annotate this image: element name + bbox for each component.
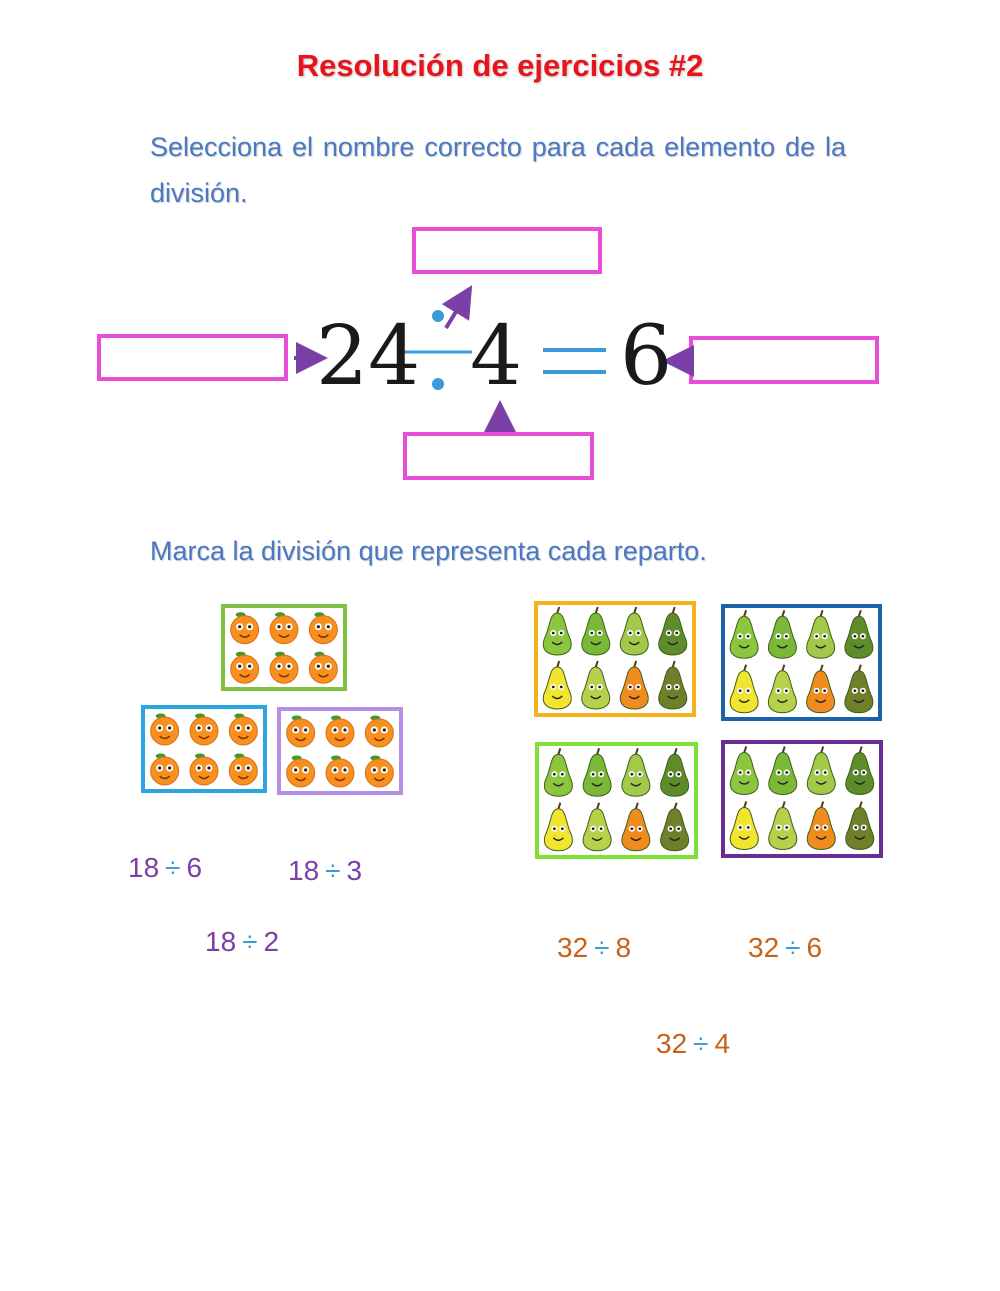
orange-icon <box>190 714 218 746</box>
pear-grid <box>725 608 878 717</box>
orange-icon <box>326 756 354 788</box>
option-dividend: 18 <box>288 855 320 886</box>
instruction-1: Selecciona el nombre correcto para cada elemento de la división. <box>150 132 846 208</box>
pear-icon <box>622 803 650 851</box>
option-dividend: 32 <box>748 932 780 963</box>
pear-icon <box>544 748 572 796</box>
pear-icon <box>622 748 650 796</box>
instruction-2: Marca la división que representa cada reparto. <box>150 536 707 566</box>
option-dividend: 18 <box>128 852 160 883</box>
pear-icon <box>661 748 689 796</box>
option-dividend: 32 <box>656 1028 688 1059</box>
divide-icon: ÷ <box>785 932 801 963</box>
pear-icon <box>620 607 648 655</box>
pear-icon <box>768 665 796 713</box>
pear-grid <box>725 744 879 854</box>
pear-group-1 <box>534 601 696 717</box>
orange-group-3 <box>277 707 403 795</box>
option-divisor: 6 <box>806 932 823 963</box>
pear-icon <box>583 748 611 796</box>
pear-icon <box>769 747 797 795</box>
option-divisor: 2 <box>263 926 280 957</box>
orange-grid <box>145 709 263 789</box>
option-divisor: 6 <box>186 852 203 883</box>
divide-icon: ÷ <box>325 855 341 886</box>
pear-icon <box>543 661 571 709</box>
pear-icon <box>846 747 874 795</box>
orange-icon <box>151 754 179 786</box>
orange-icon <box>231 652 259 684</box>
pear-group-2 <box>721 604 882 721</box>
orange-icon <box>326 716 354 748</box>
pear-icon <box>807 610 835 658</box>
option-orange-1[interactable] <box>128 852 202 884</box>
pear-icon <box>582 661 610 709</box>
option-orange-3[interactable] <box>205 926 279 958</box>
orange-icon <box>231 612 259 644</box>
orange-icon <box>309 612 337 644</box>
divide-icon: ÷ <box>594 932 610 963</box>
dividend-number: 24 <box>316 309 421 404</box>
orange-grid <box>225 608 343 687</box>
pear-icon <box>582 607 610 655</box>
orange-icon <box>190 754 218 786</box>
pear-icon <box>661 803 689 851</box>
orange-icon <box>270 612 298 644</box>
pear-group-4 <box>721 740 883 858</box>
option-pear-2[interactable] <box>748 932 822 964</box>
pear-icon <box>659 661 687 709</box>
orange-icon <box>287 756 315 788</box>
orange-icon <box>287 716 315 748</box>
divide-dot-top <box>432 310 444 322</box>
option-pear-1[interactable] <box>557 932 631 964</box>
orange-icon <box>309 652 337 684</box>
pear-icon <box>730 802 758 850</box>
pear-icon <box>730 610 758 658</box>
pear-icon <box>544 803 572 851</box>
pear-icon <box>620 661 648 709</box>
option-divisor: 8 <box>615 932 632 963</box>
orange-icon <box>151 714 179 746</box>
pear-icon <box>659 607 687 655</box>
pear-grid <box>539 746 694 855</box>
quotient-number: 6 <box>620 309 673 404</box>
orange-group-2 <box>141 705 267 793</box>
option-divisor: 3 <box>346 855 363 886</box>
divide-dot-bottom <box>432 378 444 390</box>
option-divisor: 4 <box>714 1028 731 1059</box>
pear-icon <box>543 607 571 655</box>
page-title: Resolución de ejercicios #2 <box>296 48 704 83</box>
option-pear-3[interactable] <box>656 1028 730 1060</box>
divide-icon: ÷ <box>693 1028 709 1059</box>
orange-group-1 <box>221 604 347 691</box>
option-orange-2[interactable] <box>288 855 362 887</box>
orange-icon <box>229 714 257 746</box>
pear-icon <box>807 747 835 795</box>
pear-icon <box>730 747 758 795</box>
option-dividend: 32 <box>557 932 589 963</box>
pear-grid <box>538 605 692 713</box>
orange-icon <box>229 754 257 786</box>
pear-icon <box>846 802 874 850</box>
pear-icon <box>730 665 758 713</box>
pear-icon <box>769 802 797 850</box>
pear-icon <box>845 665 873 713</box>
pear-icon <box>807 665 835 713</box>
pear-icon <box>845 610 873 658</box>
orange-grid <box>281 711 399 791</box>
divide-icon: ÷ <box>242 926 258 957</box>
divisor-number: 4 <box>470 309 523 404</box>
pear-icon <box>583 803 611 851</box>
pear-icon <box>768 610 796 658</box>
divide-icon: ÷ <box>165 852 181 883</box>
orange-icon <box>365 756 393 788</box>
arrow-to-operator <box>446 292 468 328</box>
pear-icon <box>807 802 835 850</box>
pear-group-3 <box>535 742 698 859</box>
option-dividend: 18 <box>205 926 237 957</box>
orange-icon <box>365 716 393 748</box>
orange-icon <box>270 652 298 684</box>
arrows-layer <box>0 0 1000 520</box>
